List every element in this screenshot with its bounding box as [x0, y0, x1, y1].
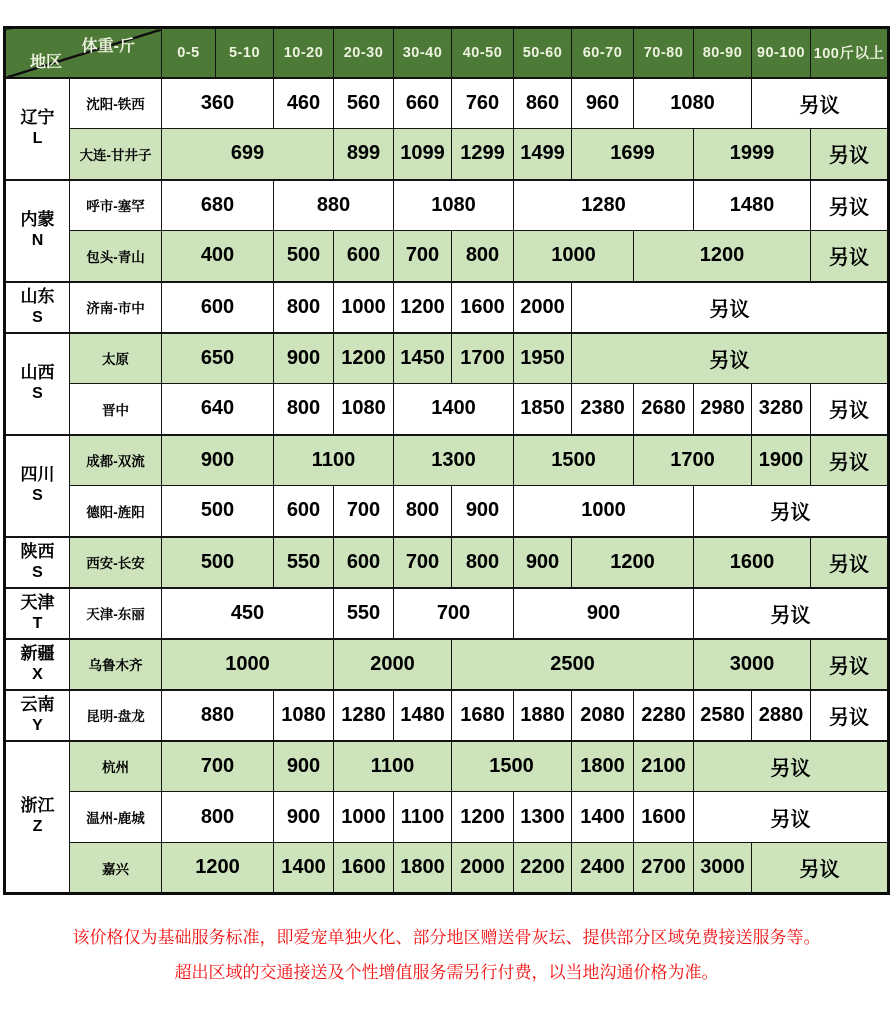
negotiable-cell: 另议: [811, 690, 889, 741]
negotiable-cell: 另议: [811, 639, 889, 690]
price-cell: 500: [162, 486, 274, 537]
price-cell: 2980: [694, 384, 752, 435]
province-letter: X: [32, 665, 43, 683]
table-row: [5, 384, 889, 435]
weight-column-header: 70-80: [634, 28, 694, 78]
city-cell: 杭州: [70, 741, 162, 792]
price-cell: 1480: [694, 180, 811, 231]
negotiable-cell: 另议: [572, 333, 889, 384]
weight-column-header: 80-90: [694, 28, 752, 78]
price-cell: 600: [274, 486, 334, 537]
price-cell: 1200: [452, 792, 514, 843]
price-cell: 1200: [334, 333, 394, 384]
table-row: [5, 588, 889, 639]
price-cell: 700: [394, 537, 452, 588]
price-cell: 2080: [572, 690, 634, 741]
price-cell: 1480: [394, 690, 452, 741]
price-cell: 1280: [514, 180, 694, 231]
price-cell: 3000: [694, 843, 752, 894]
negotiable-cell: 另议: [811, 180, 889, 231]
price-cell: 1100: [334, 741, 452, 792]
price-cell: 1680: [452, 690, 514, 741]
negotiable-cell: 另议: [694, 588, 889, 639]
price-cell: 800: [274, 282, 334, 333]
price-cell: 2000: [452, 843, 514, 894]
price-cell: 1000: [514, 231, 634, 282]
city-cell: 晋中: [70, 384, 162, 435]
price-cell: 699: [162, 129, 334, 180]
price-cell: 899: [334, 129, 394, 180]
price-cell: 1080: [394, 180, 514, 231]
header-row: [5, 28, 889, 78]
province-letter: T: [32, 614, 43, 632]
price-cell: 600: [334, 537, 394, 588]
city-cell: 昆明-盘龙: [70, 690, 162, 741]
price-cell: 1000: [334, 282, 394, 333]
province-letter: N: [31, 232, 44, 250]
price-cell: 2680: [634, 384, 694, 435]
province-name: 陕西: [20, 541, 55, 561]
city-cell: 乌鲁木齐: [70, 639, 162, 690]
price-cell: 700: [394, 588, 514, 639]
city-cell: 成都-双流: [70, 435, 162, 486]
price-cell: 1100: [274, 435, 394, 486]
province-letter: S: [32, 487, 43, 505]
price-cell: 2200: [514, 843, 572, 894]
price-cell: 400: [162, 231, 274, 282]
weight-column-header: 10-20: [274, 28, 334, 78]
price-cell: 1000: [162, 639, 334, 690]
price-cell: 2500: [452, 639, 694, 690]
price-table: [3, 26, 890, 895]
price-cell: 2100: [634, 741, 694, 792]
city-cell: 沈阳-铁西: [70, 78, 162, 129]
price-cell: 680: [162, 180, 274, 231]
price-cell: 600: [334, 231, 394, 282]
province-name: 山西: [20, 363, 55, 383]
price-cell: 800: [162, 792, 274, 843]
province-cell: [5, 741, 70, 894]
table-row: [5, 486, 889, 537]
table-row: [5, 282, 889, 333]
price-cell: 3000: [694, 639, 811, 690]
price-cell: 1099: [394, 129, 452, 180]
price-cell: 1080: [274, 690, 334, 741]
table-row: [5, 435, 889, 486]
table-body: [5, 78, 889, 894]
negotiable-cell: 另议: [694, 792, 889, 843]
price-cell: 1400: [394, 384, 514, 435]
negotiable-cell: 另议: [694, 486, 889, 537]
table-row: [5, 333, 889, 384]
price-cell: 1080: [334, 384, 394, 435]
province-letter: Y: [32, 716, 43, 734]
price-cell: 2380: [572, 384, 634, 435]
price-cell: 900: [514, 537, 572, 588]
price-cell: 1400: [572, 792, 634, 843]
province-cell: [5, 78, 70, 180]
table-row: [5, 129, 889, 180]
weight-column-header: 5-10: [216, 28, 274, 78]
province-name: 辽宁: [20, 108, 55, 128]
price-cell: 1950: [514, 333, 572, 384]
price-cell: 1600: [334, 843, 394, 894]
price-cell: 1600: [452, 282, 514, 333]
price-cell: 1200: [394, 282, 452, 333]
weight-column-header: 100斤以上: [811, 28, 889, 78]
price-cell: 700: [162, 741, 274, 792]
price-cell: 2700: [634, 843, 694, 894]
province-name: 云南: [20, 694, 55, 714]
weight-column-header: 0-5: [162, 28, 216, 78]
note-line-1: 该价格仅为基础服务标准，即爱宠单独火化、部分地区赠送骨灰坛、提供部分区域免费接送服务等。: [72, 928, 821, 947]
province-letter: L: [32, 130, 43, 148]
province-letter: S: [32, 563, 43, 581]
negotiable-cell: 另议: [811, 384, 889, 435]
province-cell: [5, 537, 70, 588]
province-name: 天津: [20, 592, 55, 612]
region-axis-label: 地区: [30, 53, 63, 71]
price-cell: 360: [162, 78, 274, 129]
table-row: [5, 792, 889, 843]
province-cell: [5, 180, 70, 282]
price-cell: 640: [162, 384, 274, 435]
price-cell: 2000: [334, 639, 452, 690]
province-name: 内蒙: [20, 210, 55, 230]
price-cell: 650: [162, 333, 274, 384]
price-cell: 860: [514, 78, 572, 129]
city-cell: 天津-东丽: [70, 588, 162, 639]
price-cell: 700: [394, 231, 452, 282]
price-cell: 1800: [572, 741, 634, 792]
province-cell: [5, 639, 70, 690]
price-cell: 560: [334, 78, 394, 129]
price-cell: 2580: [694, 690, 752, 741]
price-cell: 1200: [572, 537, 694, 588]
price-cell: 1600: [634, 792, 694, 843]
weight-column-header: 60-70: [572, 28, 634, 78]
city-cell: 温州-鹿城: [70, 792, 162, 843]
table-row: [5, 639, 889, 690]
price-cell: 1200: [162, 843, 274, 894]
price-cell: 1880: [514, 690, 572, 741]
province-letter: S: [32, 308, 43, 326]
price-cell: 1699: [572, 129, 694, 180]
table-row: [5, 690, 889, 741]
city-cell: 呼市-塞罕: [70, 180, 162, 231]
price-cell: 2000: [514, 282, 572, 333]
weight-column-header: 20-30: [334, 28, 394, 78]
price-cell: 1700: [634, 435, 752, 486]
price-cell: 1500: [452, 741, 572, 792]
city-cell: 嘉兴: [70, 843, 162, 894]
price-cell: 900: [514, 588, 694, 639]
price-cell: 1400: [274, 843, 334, 894]
weight-column-header: 50-60: [514, 28, 572, 78]
negotiable-cell: 另议: [811, 537, 889, 588]
price-cell: 1000: [334, 792, 394, 843]
price-cell: 600: [162, 282, 274, 333]
price-cell: 800: [452, 231, 514, 282]
weight-column-header: 30-40: [394, 28, 452, 78]
weight-column-header: 40-50: [452, 28, 514, 78]
province-cell: [5, 282, 70, 333]
price-cell: 1100: [394, 792, 452, 843]
price-cell: 1800: [394, 843, 452, 894]
price-cell: 1999: [694, 129, 811, 180]
price-cell: 1299: [452, 129, 514, 180]
weight-column-header: 90-100: [752, 28, 811, 78]
table-row: [5, 180, 889, 231]
price-cell: 900: [274, 792, 334, 843]
price-cell: 800: [274, 384, 334, 435]
price-cell: 450: [162, 588, 334, 639]
table-row: [5, 537, 889, 588]
weight-axis-label: 体重-斤: [81, 38, 135, 55]
province-cell: [5, 435, 70, 537]
price-cell: 1499: [514, 129, 572, 180]
province-cell: [5, 588, 70, 639]
price-cell: 900: [162, 435, 274, 486]
price-cell: 900: [452, 486, 514, 537]
price-cell: 880: [162, 690, 274, 741]
province-name: 新疆: [20, 643, 55, 663]
price-cell: 700: [334, 486, 394, 537]
table-row: [5, 741, 889, 792]
city-cell: 太原: [70, 333, 162, 384]
price-cell: 500: [274, 231, 334, 282]
price-cell: 1450: [394, 333, 452, 384]
price-cell: 1000: [514, 486, 694, 537]
negotiable-cell: 另议: [811, 231, 889, 282]
footer-notes: [0, 920, 893, 990]
table-row: [5, 78, 889, 129]
price-cell: 2280: [634, 690, 694, 741]
city-cell: 包头-青山: [70, 231, 162, 282]
price-cell: 2400: [572, 843, 634, 894]
negotiable-cell: 另议: [811, 435, 889, 486]
table-row: [5, 843, 889, 894]
price-cell: 1280: [334, 690, 394, 741]
price-cell: 460: [274, 78, 334, 129]
province-letter: S: [32, 385, 43, 403]
city-cell: 济南-市中: [70, 282, 162, 333]
province-name: 四川: [20, 465, 55, 485]
city-cell: 大连-甘井子: [70, 129, 162, 180]
province-cell: [5, 690, 70, 741]
price-cell: 1300: [514, 792, 572, 843]
province-letter: Z: [32, 818, 43, 836]
price-cell: 900: [274, 333, 334, 384]
price-cell: 1300: [394, 435, 514, 486]
price-cell: 1200: [634, 231, 811, 282]
table-row: [5, 231, 889, 282]
price-cell: 800: [452, 537, 514, 588]
price-cell: 550: [334, 588, 394, 639]
negotiable-cell: 另议: [694, 741, 889, 792]
province-name: 浙江: [20, 796, 55, 816]
price-cell: 2880: [752, 690, 811, 741]
price-cell: 880: [274, 180, 394, 231]
price-cell: 960: [572, 78, 634, 129]
note-line-2: 超出区域的交通接送及个性增值服务需另行付费，以当地沟通价格为准。: [174, 963, 719, 982]
price-cell: 1500: [514, 435, 634, 486]
province-name: 山东: [20, 286, 55, 306]
price-cell: 550: [274, 537, 334, 588]
negotiable-cell: 另议: [752, 78, 889, 129]
price-cell: 1700: [452, 333, 514, 384]
city-cell: 西安-长安: [70, 537, 162, 588]
price-cell: 760: [452, 78, 514, 129]
negotiable-cell: 另议: [572, 282, 889, 333]
price-cell: 3280: [752, 384, 811, 435]
price-cell: 1900: [752, 435, 811, 486]
negotiable-cell: 另议: [811, 129, 889, 180]
price-cell: 500: [162, 537, 274, 588]
price-cell: 1600: [694, 537, 811, 588]
price-cell: 1080: [634, 78, 752, 129]
corner-header-cell: [5, 28, 162, 78]
price-cell: 800: [394, 486, 452, 537]
price-cell: 900: [274, 741, 334, 792]
city-cell: 德阳-旌阳: [70, 486, 162, 537]
price-cell: 660: [394, 78, 452, 129]
negotiable-cell: 另议: [752, 843, 889, 894]
price-cell: 1850: [514, 384, 572, 435]
province-cell: [5, 333, 70, 435]
